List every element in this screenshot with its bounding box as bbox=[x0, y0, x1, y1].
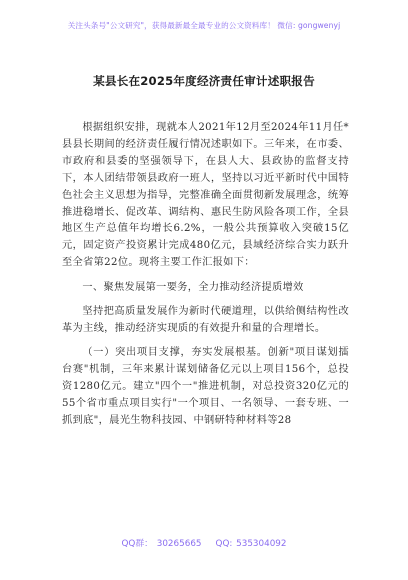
section-heading-1: 一、聚焦发展第一要务，全力推动经济提质增效 bbox=[82, 282, 304, 294]
header-promo-note: 关注头条号"公文研究"，获得最新最全最专业的公文资料库！ 微信: gongwenyj bbox=[67, 21, 341, 30]
footer-qq-group: QQ群： 30265665 bbox=[121, 539, 202, 549]
footer-contact bbox=[0, 536, 408, 549]
body-paragraph-subsection-1: （一）突出项目支撑，夯实发展根基。创新"项目谋划擂台赛"机制，三年来累计谋划储备亿元以上项目156个，总投资1280亿元。建立"四个一"推进机制，对总投资320亿元的55个省市重点项目实行"一个项目、一名领导、一套专班、一抓到底"，晨光生物科技园、中钢研特种材料等28 bbox=[62, 346, 349, 426]
body-paragraph-section-1: 坚持把高质量发展作为新时代硬道理，以供给侧结构性改革为主线，推动经济实现质的有效提升和量的合理增长。 bbox=[62, 306, 349, 334]
document-body bbox=[62, 120, 349, 429]
document-title: 某县长在2025年度经济责任审计述职报告 bbox=[93, 74, 315, 88]
footer-qq-number: QQ: 535304092 bbox=[215, 539, 287, 549]
body-paragraph-intro: 根据组织安排，现就本人2021年12月至2024年11月任*县县长期间的经济责任履行情况述职如下。三年来，在市委、市政府和县委的坚强领导下，在县人大、县政协的监督支持下，本人团结带领县政府一班人，坚持以习近平新时代中国特色社会主义思想为指导，完整准确全面贯彻新发展理念，统筹推进稳增长、促改革、调结构、惠民生防风险各项工作，全县地区生产总值年均增长6.2%，一般公共预算收入突破15亿元，固定资产投资累计完成480亿元，县域经济综合实力跃升至全省第22位。现将主要工作汇报如下： bbox=[62, 122, 349, 269]
